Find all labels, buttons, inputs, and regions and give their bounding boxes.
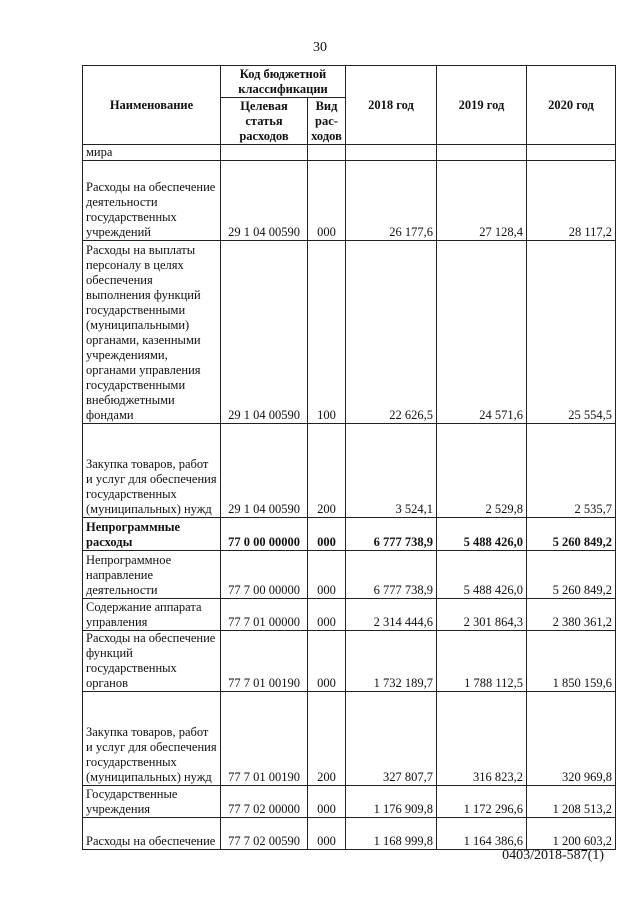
- cell-target-article: 77 7 01 00000: [221, 599, 308, 631]
- header-expense-type: Вид рас-ходов: [308, 98, 346, 145]
- cell-name: Закупка товаров, работ и услуг для обеспечения государственных (муниципальных) нужд: [83, 424, 221, 518]
- cell-target-article: [221, 145, 308, 161]
- cell-2018: 2 314 444,6: [346, 599, 437, 631]
- cell-2018: 26 177,6: [346, 161, 437, 241]
- cell-expense-type: 100: [308, 241, 346, 424]
- cell-2018: 1 168 999,8: [346, 818, 437, 850]
- cell-2018: 3 524,1: [346, 424, 437, 518]
- cell-name: Расходы на обеспечение функций государственных органов: [83, 631, 221, 692]
- cell-target-article: 29 1 04 00590: [221, 424, 308, 518]
- header-budget-code-group: Код бюджетной классификации: [221, 66, 346, 98]
- cell-expense-type: 000: [308, 161, 346, 241]
- cell-2019: 1 172 296,6: [437, 786, 527, 818]
- cell-2020: 1 200 603,2: [527, 818, 616, 850]
- cell-expense-type: 200: [308, 424, 346, 518]
- cell-expense-type: 200: [308, 692, 346, 786]
- cell-2020: 1 850 159,6: [527, 631, 616, 692]
- cell-target-article: 77 7 01 00190: [221, 631, 308, 692]
- cell-expense-type: 000: [308, 818, 346, 850]
- table-row: [83, 424, 616, 518]
- header-target-article: Целевая статья расходов: [221, 98, 308, 145]
- table-body: [83, 145, 616, 850]
- cell-expense-type: 000: [308, 599, 346, 631]
- cell-expense-type: 000: [308, 631, 346, 692]
- cell-target-article: 77 0 00 00000: [221, 518, 308, 551]
- cell-2020: 2 380 361,2: [527, 599, 616, 631]
- cell-2020: 25 554,5: [527, 241, 616, 424]
- cell-expense-type: 000: [308, 518, 346, 551]
- cell-target-article: 77 7 02 00000: [221, 786, 308, 818]
- cell-2018: 327 807,7: [346, 692, 437, 786]
- cell-2018: 1 732 189,7: [346, 631, 437, 692]
- cell-target-article: 77 7 01 00190: [221, 692, 308, 786]
- cell-name: мира: [83, 145, 221, 161]
- cell-name: Содержание аппарата управления: [83, 599, 221, 631]
- cell-2019: 1 164 386,6: [437, 818, 527, 850]
- cell-2018: [346, 145, 437, 161]
- table-row: [83, 599, 616, 631]
- cell-expense-type: [308, 145, 346, 161]
- cell-target-article: 77 7 00 00000: [221, 551, 308, 599]
- cell-target-article: 29 1 04 00590: [221, 161, 308, 241]
- cell-name: Расходы на выплаты персоналу в целях обеспечения выполнения функций государственными (муниципальными) органами, казенными учреждениями, органами управления государственными внебюджетными фондами: [83, 241, 221, 424]
- cell-2019: 24 571,6: [437, 241, 527, 424]
- cell-2019: 27 128,4: [437, 161, 527, 241]
- header-name: Наименование: [83, 66, 221, 145]
- cell-name: Непрограммное направление деятельности: [83, 551, 221, 599]
- table-row: [83, 161, 616, 241]
- cell-name: Закупка товаров, работ и услуг для обеспечения государственных (муниципальных) нужд: [83, 692, 221, 786]
- cell-target-article: 29 1 04 00590: [221, 241, 308, 424]
- cell-2018: 6 777 738,9: [346, 518, 437, 551]
- budget-table: [82, 65, 616, 850]
- table-header: [83, 66, 616, 145]
- cell-2020: [527, 145, 616, 161]
- cell-2019: [437, 145, 527, 161]
- table-row: [83, 692, 616, 786]
- cell-2020: 1 208 513,2: [527, 786, 616, 818]
- table-row: [83, 518, 616, 551]
- cell-expense-type: 000: [308, 551, 346, 599]
- header-year-2019: 2019 год: [437, 66, 527, 145]
- cell-2018: 1 176 909,8: [346, 786, 437, 818]
- cell-2019: 2 529,8: [437, 424, 527, 518]
- cell-2019: 2 301 864,3: [437, 599, 527, 631]
- cell-2020: 2 535,7: [527, 424, 616, 518]
- document-code: 0403/2018-587(1): [502, 848, 604, 863]
- cell-2018: 22 626,5: [346, 241, 437, 424]
- table-row: [83, 786, 616, 818]
- table-row: [83, 145, 616, 161]
- cell-2018: 6 777 738,9: [346, 551, 437, 599]
- cell-expense-type: 000: [308, 786, 346, 818]
- cell-target-article: 77 7 02 00590: [221, 818, 308, 850]
- cell-2020: 320 969,8: [527, 692, 616, 786]
- cell-name: Расходы на обеспечение деятельности государственных учреждений: [83, 161, 221, 241]
- cell-2019: 5 488 426,0: [437, 518, 527, 551]
- cell-2020: 5 260 849,2: [527, 551, 616, 599]
- cell-2020: 28 117,2: [527, 161, 616, 241]
- cell-2020: 5 260 849,2: [527, 518, 616, 551]
- table-row: [83, 241, 616, 424]
- cell-2019: 5 488 426,0: [437, 551, 527, 599]
- table-row: [83, 551, 616, 599]
- table-row: [83, 818, 616, 850]
- cell-2019: 1 788 112,5: [437, 631, 527, 692]
- header-year-2018: 2018 год: [346, 66, 437, 145]
- cell-2019: 316 823,2: [437, 692, 527, 786]
- header-year-2020: 2020 год: [527, 66, 616, 145]
- page-number: 30: [313, 40, 327, 55]
- table-row: [83, 631, 616, 692]
- cell-name: Расходы на обеспечение: [83, 818, 221, 850]
- cell-name: Непрограммные расходы: [83, 518, 221, 551]
- cell-name: Государственные учреждения: [83, 786, 221, 818]
